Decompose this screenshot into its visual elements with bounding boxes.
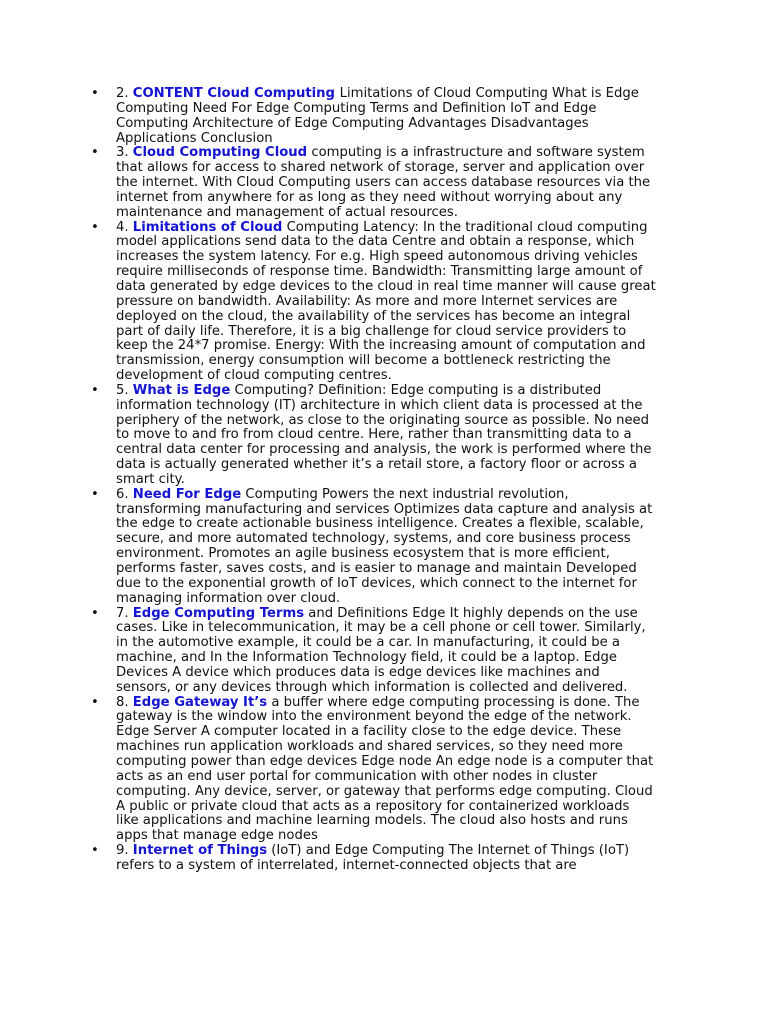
item-text: computing is a infrastructure and software system that allows for access to shared network of storage, server and application over the internet. With Cloud Computing users can access database resources via the internet from anywhere for as long as they need without worrying about any maintenance and management of actual resources. (116, 145, 651, 220)
item-heading-link[interactable]: Cloud Computing Cloud (132, 145, 308, 161)
item-heading-link[interactable]: Limitations of Cloud (132, 219, 283, 235)
item-text: a buffer where edge computing processing is done. The gateway is the window into the environment beyond the edge of the network. Edge Server A computer located in a facility close to the edge device. These machines run application workloads and shared services, so they need more computing power than edge devices Edge node An edge node is a computer that acts as an end user portal for communication with other nodes in cluster computing. Any device, server, or gateway that performs edge computing. Cloud A public or private cloud that acts as a repository for containerized workloads like applications and machine learning models. The cloud also hosts and runs apps that manage edge nodes (116, 694, 654, 844)
item-text: and Definitions Edge It highly depends on the use cases. Like in telecommunication, it may be a cell phone or cell tower. Similarly, in the automotive example, it could be a car. In manufacturing, it could be a machine, and In the Information Technology field, it could be a laptop. Edge Devices A device which produces data is edge devices like machines and sensors, or any devices through which information is collected and delivered. (116, 605, 646, 695)
item-number: 8. (116, 694, 129, 710)
bullet-icon: • (91, 486, 99, 502)
item-number: 4. (116, 219, 129, 235)
list-item (0, 221, 656, 384)
item-number: 2. (116, 86, 129, 101)
bullet-icon: • (91, 219, 99, 235)
slide-text-list (0, 87, 768, 874)
item-number: 9. (116, 843, 129, 859)
item-number: 5. (116, 382, 129, 398)
list-item (0, 146, 656, 220)
bullet-icon: • (91, 694, 99, 710)
item-heading-link[interactable]: Internet of Things (132, 843, 268, 859)
item-heading-link[interactable]: What is Edge (132, 382, 231, 398)
item-text: (IoT) and Edge Computing The Internet of Things (IoT) refers to a system of interrelated, internet-connected objects that are (116, 843, 630, 873)
item-text: Computing Latency: In the traditional cloud computing model applications send data to the data Centre and obtain a response, which increases the system latency. For e.g. High speed autonomous driving vehicles require milliseconds of response time. Bandwidth: Transmitting large amount of data generated by edge devices to the cloud in real time manner will cause great pressure on bandwidth. Availability: As more and more Internet services are deployed on the cloud, the availability of the services has become an integral part of daily life. Therefore, it is a big challenge for cloud service providers to keep the 24*7 promise. Energy: With the increasing amount of computation and transmission, energy consumption will become a bottleneck restricting the development of cloud computing centres. (116, 219, 656, 384)
item-text: Computing? Definition: Edge computing is a distributed information technology (IT) architecture in which client data is processed at the periphery of the network, as close to the originating source as possible. No need to move to and fro from cloud centre. Here, rather than transmitting data to a central data center for processing and analysis, the work is performed where the data is actually generated whether it’s a retail store, a factory floor or across a smart city. (116, 382, 652, 487)
item-heading-link[interactable]: Edge Gateway It’s (132, 694, 268, 710)
bullet-icon: • (91, 145, 99, 161)
list-item (0, 607, 656, 696)
item-number: 6. (116, 486, 129, 502)
list-item (0, 384, 656, 488)
item-heading-link[interactable]: Need For Edge (132, 486, 242, 502)
list-item (0, 844, 656, 874)
bullet-icon: • (91, 382, 99, 398)
item-number: 7. (116, 605, 129, 621)
list-item (0, 488, 656, 607)
item-number: 3. (116, 145, 129, 161)
bullet-icon: • (91, 86, 99, 101)
item-heading-link[interactable]: CONTENT Cloud Computing (132, 86, 340, 101)
item-heading-link[interactable]: Edge Computing Terms (132, 605, 305, 621)
document-body (0, 87, 768, 874)
bullet-icon: • (91, 843, 99, 859)
item-text: Limitations of Cloud Computing What is Edge Computing Need For Edge Computing Terms and Definition IoT and Edge Computing Architecture of Edge Computing Advantages Disadvantages Applications Conclusion (116, 86, 639, 146)
list-item (0, 87, 656, 146)
list-item (0, 696, 656, 844)
bullet-icon: • (91, 605, 99, 621)
item-text: Computing Powers the next industrial revolution, transforming manufacturing and services Optimizes data capture and analysis at the edge to create actionable business intelligence. Creates a flexible, scalable, secure, and more automated technology, systems, and core business process environment. Promotes an agile business ecosystem that is more efficient, performs faster, saves costs, and is easier to manage and maintain Developed due to the exponential growth of IoT devices, which connect to the internet for managing information over cloud. (116, 486, 653, 606)
